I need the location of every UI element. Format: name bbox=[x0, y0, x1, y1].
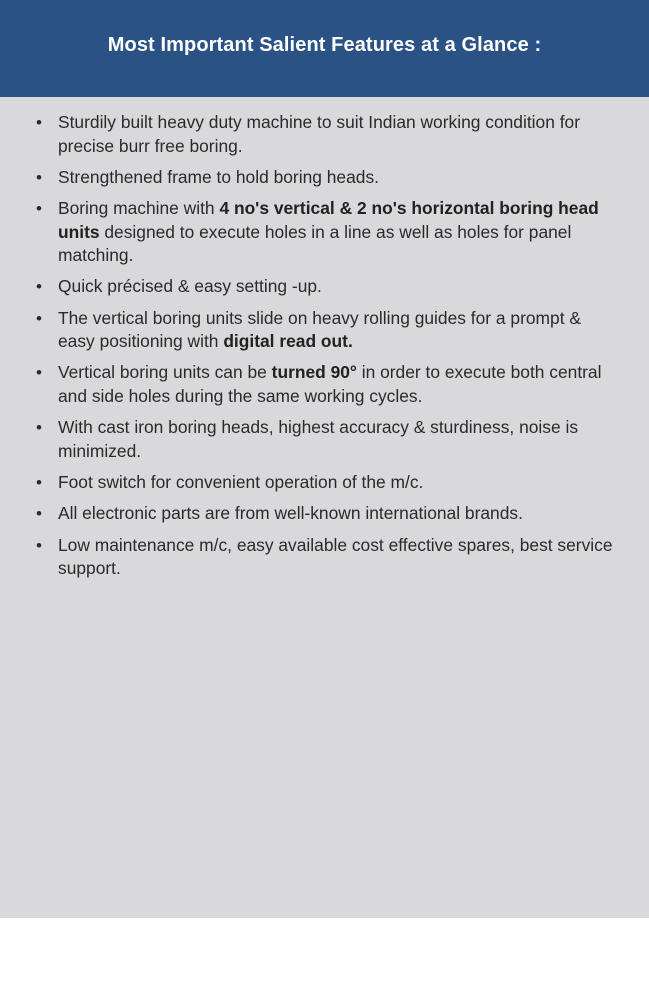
feature-text: designed to execute holes in a line as well as holes for panel matching. bbox=[58, 221, 572, 266]
feature-text: Strengthened frame to hold boring heads. bbox=[58, 166, 379, 187]
feature-text: Low maintenance m/c, easy available cost effective spares, best service support. bbox=[58, 534, 613, 579]
feature-text: Vertical boring units can be bbox=[58, 362, 272, 383]
feature-text-bold: digital read out. bbox=[223, 331, 353, 352]
feature-text-bold: turned 90° bbox=[271, 362, 357, 383]
bullet-icon: • bbox=[36, 308, 42, 328]
bullet-icon: • bbox=[36, 199, 42, 219]
page-title: Most Important Salient Features at a Glance : bbox=[107, 34, 542, 56]
feature-list bbox=[0, 97, 649, 581]
feature-item bbox=[36, 502, 619, 526]
bullet-icon: • bbox=[36, 167, 42, 187]
bullet-icon: • bbox=[36, 113, 42, 132]
bullet-icon: • bbox=[36, 535, 42, 555]
header-banner bbox=[0, 0, 649, 97]
bullet-icon: • bbox=[36, 504, 42, 524]
bottom-margin bbox=[0, 918, 649, 1000]
features-panel bbox=[0, 97, 649, 918]
feature-item bbox=[36, 534, 619, 581]
feature-item bbox=[36, 361, 619, 408]
bullet-icon: • bbox=[36, 473, 42, 493]
feature-item bbox=[36, 307, 619, 354]
feature-text: With cast iron boring heads, highest accuracy & sturdiness, noise is minimized. bbox=[58, 417, 579, 461]
feature-text: The vertical boring units slide on heavy rolling guides for a prompt & easy positioning with bbox=[58, 307, 581, 352]
feature-text-bold: 4 no's vertical & 2 no's horizontal boring head units bbox=[58, 198, 599, 242]
feature-item bbox=[36, 197, 619, 268]
feature-item bbox=[36, 471, 619, 495]
feature-text: Foot switch for convenient operation of the m/c. bbox=[58, 472, 424, 493]
bullet-icon: • bbox=[36, 418, 42, 438]
feature-text: in order to execute both central and side holes during the same working cycles. bbox=[58, 362, 602, 406]
feature-item bbox=[36, 275, 619, 299]
feature-text: Sturdily built heavy duty machine to suit Indian working condition for precise burr free boring. bbox=[58, 112, 580, 156]
bullet-icon: • bbox=[36, 363, 42, 383]
feature-item bbox=[36, 416, 619, 463]
feature-item bbox=[36, 111, 619, 158]
feature-text: All electronic parts are from well-known international brands. bbox=[58, 503, 523, 524]
feature-text: Quick précised & easy setting -up. bbox=[58, 276, 322, 297]
bullet-icon: • bbox=[36, 277, 42, 297]
feature-text: Boring machine with bbox=[58, 198, 220, 219]
feature-item bbox=[36, 166, 619, 190]
